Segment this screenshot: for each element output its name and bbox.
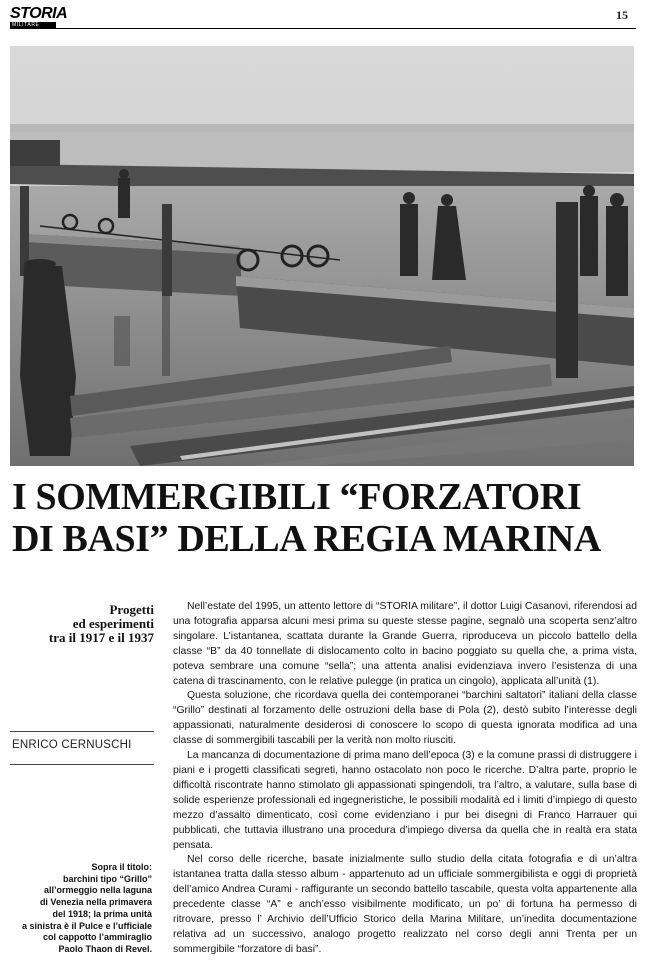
author-byline: ENRICO CERNUSCHI (12, 739, 132, 751)
subtitle-line: Progetti (109, 602, 154, 617)
article-title-line: I SOMMERGIBILI “FORZATORI (12, 476, 582, 518)
article-title-line: DI BASI” DELLA REGIA MARINA (12, 518, 601, 560)
body-paragraph: La mancanza di documentazione di prima mano dell’epoca (3) e la comune prassi di distruggere i piani e i progetti classificati segreti, hanno ostacolato non poco le ricerche. D’altra parte, proprio le difficoltà riscontrate hanno stimolato gli appassionati spingendoli, tra l’altro, a valutare, sulla base di solide esperienze professionali ed ingegneristiche, le possibili modalità ed i limiti d’impiego di questo mezzo d’assalto dimenticato, così come evidenziano i pur bei disegni di Franco Harrauer qui pubblicati, che tuttavia illustrano una procedura d’impiego diversa da quella che in realtà era stata pensata. (173, 750, 637, 851)
caption-line: Paolo Thaon di Revel. (58, 943, 152, 954)
caption-line: Sopra il titolo: (91, 862, 152, 872)
photo-illustration (10, 46, 634, 466)
header-rule (10, 28, 636, 29)
photo-caption (14, 862, 152, 956)
author-bottom-rule (10, 764, 154, 765)
caption-line: all’ormeggio nella laguna (43, 885, 152, 896)
magazine-logo (10, 5, 68, 28)
magazine-subtitle: MILITARE (10, 22, 56, 28)
caption-line: di Venezia nella primavera (39, 897, 152, 908)
caption-line: barchini tipo “Grillo” (62, 873, 152, 884)
caption-line: a sinistra è il Pulce e l’ufficiale (21, 920, 152, 931)
body-paragraph: Nell’estate del 1995, un attento lettore di “STORIA militare”, il dottor Luigi Casanovi, riferendosi ad una fotografia apparsa alcuni mesi prima su queste stesse pagine, segnalò una scoperta senz’altro singolare. L’istantanea, scattata durante la Grande Guerra, riproduceva un piccolo battello della classe “B” da 40 tonnellate di dislocamento colto in bacino poggiato su quella che, a prima vista, poteva sembrare una comune “sella”; una attenta analisi evidenziava invero l’esistenza di una catena di trascinamento, con le relative pulegge (in pratica un cingolo), applicata all’unità (1). (173, 601, 637, 687)
subtitle-line: ed esperimenti (72, 616, 154, 631)
subtitle-line: tra il 1917 e il 1937 (48, 630, 154, 645)
author-top-rule (10, 731, 154, 732)
caption-line: col cappotto l’ammiraglio (42, 932, 152, 943)
page-number: 15 (616, 8, 628, 22)
article-subtitle (18, 603, 154, 645)
body-paragraph: Nel corso delle ricerche, basate inizialmente sullo studio della citata fotografia e di un’altra istantanea tratta dalla stesso album - appartenuto ad un ufficiale sommergibilista e oggi di proprietà dell’amico Andrea Curami - raffigurante un secondo battello tascabile, questa volta appartenente alla precedente classe “A” e anch’esso visibilmente modificato, un po’ di fortuna ha permesso di ritrovare, presso l’ Archivio dell’Ufficio Storico della Marina Militare, un’inedita documentazione relativa ad un successivo, analogo progetto realizzato nel corso degli anni Trenta per un sommergibile “forzatore di basi”. (173, 854, 637, 955)
article-body (173, 600, 637, 958)
historical-photograph (10, 46, 634, 466)
body-paragraph: Questa soluzione, che ricordava quella dei contemporanei “barchini saltatori” italiani della classe “Grillo” destinati al forzamento delle ostruzioni della base di Pola (2), destò subito l’interesse degli appassionati, naturalmente desiderosi di conoscere lo scopo di questa ignorata modifica ad una classe di sommergibili tascabili per la verità non molto riusciti. (173, 690, 637, 747)
magazine-name: STORIA (10, 5, 68, 22)
caption-line: del 1918; la prima unità (52, 908, 152, 919)
article-title (12, 476, 642, 560)
